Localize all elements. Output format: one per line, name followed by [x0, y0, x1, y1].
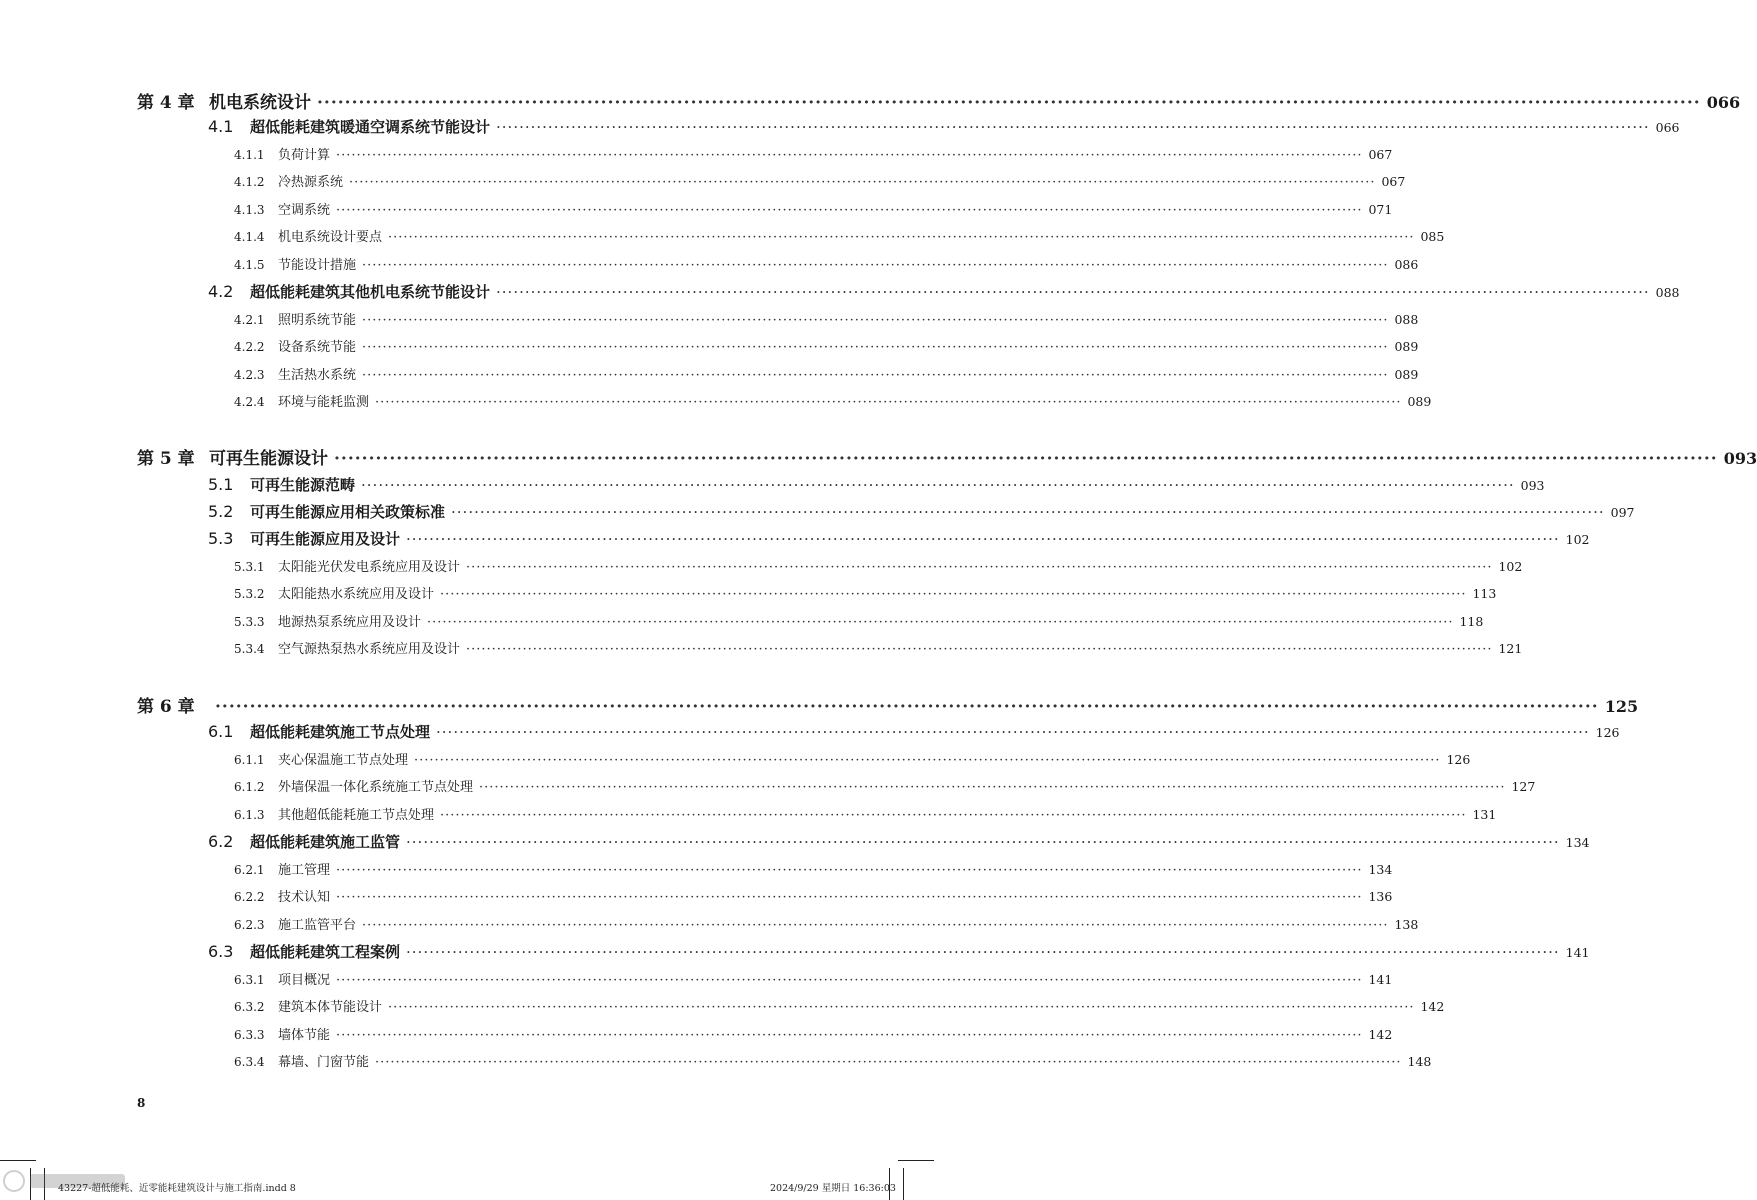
toc-number: 5.3 — [208, 529, 234, 548]
toc-leader-dots: ········································································································································································································ — [336, 203, 1363, 218]
toc-subsection-row — [234, 226, 1445, 246]
toc-chapter-row — [137, 88, 1741, 114]
crop-mark — [0, 1160, 36, 1161]
toc-leader-dots: ········································································································································································································ — [406, 530, 1560, 548]
toc-title: 项目概况 — [278, 973, 331, 988]
toc-chapter-row — [137, 444, 1757, 470]
toc-number: 5.1 — [208, 475, 234, 494]
toc-number: 4.1.4 — [234, 230, 265, 244]
toc-title: 冷热源系统 — [278, 175, 344, 190]
toc-title: 太阳能光伏发电系统应用及设计 — [278, 560, 461, 575]
toc-subsection-row — [234, 364, 1419, 384]
toc-title: 环境与能耗监测 — [278, 395, 370, 410]
toc-subsection-row — [234, 776, 1536, 796]
toc-subsection-row — [234, 886, 1393, 906]
toc-title: 超低能耗建筑工程案例 — [250, 943, 401, 961]
toc-number: 6.2.1 — [234, 863, 265, 877]
toc-subsection-row — [234, 1024, 1393, 1044]
toc-leader-dots: ········································································································································································································ — [334, 449, 1718, 469]
toc-number: 4.2.2 — [234, 340, 265, 354]
toc-number: 4.1.3 — [234, 203, 265, 217]
toc-page: 067 — [1368, 147, 1393, 162]
toc-title: 夹心保温施工节点处理 — [278, 753, 409, 768]
toc-title: 施工监管平台 — [278, 918, 357, 933]
toc-leader-dots: ········································································································································································································ — [427, 615, 1454, 630]
toc-number: 第 4 章 — [137, 93, 195, 113]
toc-number: 4.2.3 — [234, 368, 265, 382]
toc-number: 6.3.4 — [234, 1055, 265, 1069]
page-number: 8 — [137, 1096, 146, 1110]
toc-number: 6.2 — [208, 832, 234, 851]
toc-leader-dots: ········································································································································································································ — [362, 313, 1389, 328]
toc-title: 照明系统节能 — [278, 313, 357, 328]
toc-number: 5.3.2 — [234, 587, 265, 601]
toc-subsection-row — [234, 556, 1523, 576]
toc-leader-dots: ········································································································································································································ — [440, 587, 1467, 602]
toc-number: 4.1 — [208, 117, 234, 136]
toc-leader-dots: ········································································································································································································ — [388, 230, 1415, 245]
toc-page: 142 — [1368, 1027, 1393, 1042]
toc-title: 超低能耗建筑施工监管 — [250, 833, 401, 851]
toc-subsection-row — [234, 638, 1523, 658]
toc-number: 6.1.3 — [234, 808, 265, 822]
toc-page: 088 — [1394, 312, 1419, 327]
toc-number: 5.2 — [208, 502, 234, 521]
toc-number: 6.1.2 — [234, 780, 265, 794]
toc-page: 102 — [1565, 532, 1590, 547]
toc-page: 093 — [1520, 478, 1545, 493]
toc-subsection-row — [234, 611, 1484, 631]
toc-title: 可再生能源应用相关政策标准 — [250, 503, 446, 521]
toc-section-row — [208, 281, 1680, 303]
toc-number: 6.3.3 — [234, 1028, 265, 1042]
toc-page: 066 — [1655, 120, 1680, 135]
toc-title: 地源热泵系统应用及设计 — [278, 615, 422, 630]
toc-title: 可再生能源范畴 — [250, 476, 356, 494]
toc-title: 空气源热泵热水系统应用及设计 — [278, 642, 461, 657]
toc-title: 建筑本体节能设计 — [278, 1000, 383, 1015]
toc-title: 空调系统 — [278, 203, 331, 218]
toc-leader-dots: ········································································································································································································ — [496, 118, 1650, 136]
toc-page: 089 — [1407, 394, 1432, 409]
toc-title: 施工管理 — [278, 863, 331, 878]
toc-title: 超低能耗建筑施工节点处理 — [250, 723, 431, 741]
toc-subsection-row — [234, 254, 1419, 274]
toc-number: 6.3.1 — [234, 973, 265, 987]
toc-number: 第 6 章 — [137, 697, 195, 717]
toc-subsection-row — [234, 969, 1393, 989]
toc-title: 超低能耗建筑暖通空调系统节能设计 — [250, 118, 491, 136]
toc-page: 134 — [1565, 835, 1590, 850]
toc-leader-dots: ········································································································································································································ — [406, 833, 1560, 851]
toc-page: 134 — [1368, 862, 1393, 877]
crop-mark — [898, 1160, 934, 1161]
toc-leader-dots: ········································································································································································································ — [336, 1028, 1363, 1043]
toc-leader-dots: ········································································································································································································ — [375, 395, 1402, 410]
toc-title: 可再生能源应用及设计 — [250, 530, 401, 548]
toc-section-row — [208, 831, 1590, 853]
toc-subsection-row — [234, 583, 1497, 603]
toc-subsection-row — [234, 996, 1445, 1016]
toc-number: 第 5 章 — [137, 449, 195, 469]
toc-leader-dots: ········································································································································································································ — [479, 780, 1506, 795]
toc-leader-dots: ········································································································································································································ — [336, 890, 1363, 905]
toc-number: 6.2.3 — [234, 918, 265, 932]
toc-section-row — [208, 116, 1680, 138]
toc-leader-dots: ········································································································································································································ — [414, 753, 1441, 768]
toc-section-row — [208, 721, 1620, 743]
toc-page: 148 — [1407, 1054, 1432, 1069]
toc-leader-dots: ········································································································································································································ — [336, 148, 1363, 163]
toc-leader-dots: ········································································································································································································ — [215, 697, 1599, 717]
toc-page: 127 — [1511, 779, 1536, 794]
toc-subsection-row — [234, 1051, 1432, 1071]
print-timestamp: 2024/9/29 星期日 16:36:03 — [770, 1183, 896, 1194]
toc-number: 5.3.4 — [234, 642, 265, 656]
toc-section-row — [208, 501, 1635, 523]
toc-page: 126 — [1595, 725, 1620, 740]
toc-title: 设备系统节能 — [278, 340, 357, 355]
toc-leader-dots: ········································································································································································································ — [336, 863, 1363, 878]
toc-leader-dots: ········································································································································································································ — [466, 642, 1493, 657]
toc-page: 136 — [1368, 889, 1393, 904]
toc-number: 5.3.3 — [234, 615, 265, 629]
toc-title: 其他超低能耗施工节点处理 — [278, 808, 435, 823]
toc-page: 097 — [1610, 505, 1635, 520]
toc-leader-dots: ········································································································································································································ — [362, 918, 1389, 933]
toc-page: 126 — [1446, 752, 1471, 767]
indd-file-name: 43227-超低能耗、近零能耗建筑设计与施工指南.indd 8 — [58, 1183, 296, 1194]
toc-leader-dots: ········································································································································································································ — [317, 93, 1701, 113]
toc-leader-dots: ········································································································································································································ — [451, 503, 1605, 521]
toc-page: 141 — [1368, 972, 1393, 987]
toc-section-row — [208, 941, 1590, 963]
toc-chapter-row — [137, 692, 1639, 718]
toc-page: 089 — [1394, 339, 1419, 354]
toc-leader-dots: ········································································································································································································ — [361, 476, 1515, 494]
toc-number: 6.1.1 — [234, 753, 265, 767]
toc-page: 066 — [1706, 93, 1741, 112]
toc-title: 技术认知 — [278, 890, 331, 905]
toc-number: 6.1 — [208, 722, 234, 741]
toc-number: 4.2.4 — [234, 395, 265, 409]
toc-page: 131 — [1472, 807, 1497, 822]
toc-leader-dots: ········································································································································································································ — [375, 1055, 1402, 1070]
toc-leader-dots: ········································································································································································································ — [388, 1000, 1415, 1015]
toc-number: 6.2.2 — [234, 890, 265, 904]
toc-title: 负荷计算 — [278, 148, 331, 163]
toc-title: 太阳能热水系统应用及设计 — [278, 587, 435, 602]
toc-subsection-row — [234, 914, 1419, 934]
toc-page: 142 — [1420, 999, 1445, 1014]
toc-page: 085 — [1420, 229, 1445, 244]
crop-mark — [903, 1168, 904, 1200]
toc-number: 6.3.2 — [234, 1000, 265, 1014]
toc-subsection-row — [234, 144, 1393, 164]
toc-leader-dots: ········································································································································································································ — [406, 943, 1560, 961]
toc-number: 6.3 — [208, 942, 234, 961]
toc-section-row — [208, 528, 1590, 550]
toc-number: 4.1.1 — [234, 148, 265, 162]
toc-page: 102 — [1498, 559, 1523, 574]
toc-page: 071 — [1368, 202, 1393, 217]
toc-subsection-row — [234, 804, 1497, 824]
toc-leader-dots: ········································································································································································································ — [440, 808, 1467, 823]
toc-title: 幕墙、门窗节能 — [278, 1055, 370, 1070]
toc-title: 墙体节能 — [278, 1028, 331, 1043]
toc-page: 067 — [1381, 174, 1406, 189]
toc-number: 5.3.1 — [234, 560, 265, 574]
toc-title: 外墙保温一体化系统施工节点处理 — [278, 780, 474, 795]
toc-leader-dots: ········································································································································································································ — [349, 175, 1376, 190]
toc-subsection-row — [234, 171, 1406, 191]
toc-page: 093 — [1723, 449, 1757, 468]
toc-leader-dots: ········································································································································································································ — [466, 560, 1493, 575]
toc-page: 086 — [1394, 257, 1419, 272]
toc-leader-dots: ········································································································································································································ — [362, 368, 1389, 383]
toc-leader-dots: ········································································································································································································ — [362, 258, 1389, 273]
toc-number: 4.1.5 — [234, 258, 265, 272]
toc-title: 机电系统设计 — [209, 93, 311, 113]
toc-page: 141 — [1565, 945, 1590, 960]
toc-leader-dots: ········································································································································································································ — [436, 723, 1590, 741]
toc-page: 118 — [1459, 614, 1484, 629]
toc-page: 125 — [1604, 697, 1639, 716]
toc-subsection-row — [234, 199, 1393, 219]
toc-subsection-row — [234, 336, 1419, 356]
toc-page: 121 — [1498, 641, 1523, 656]
toc-leader-dots: ········································································································································································································ — [362, 340, 1389, 355]
toc-section-row — [208, 474, 1545, 496]
toc-title: 节能设计措施 — [278, 258, 357, 273]
toc-leader-dots: ········································································································································································································ — [496, 283, 1650, 301]
toc-page: 138 — [1394, 917, 1419, 932]
toc-title: 超低能耗建筑其他机电系统节能设计 — [250, 283, 491, 301]
toc-subsection-row — [234, 309, 1419, 329]
toc-page: 113 — [1472, 586, 1497, 601]
toc-number: 4.2 — [208, 282, 234, 301]
toc-subsection-row — [234, 391, 1432, 411]
toc-title: 机电系统设计要点 — [278, 230, 383, 245]
toc-leader-dots: ········································································································································································································ — [336, 973, 1363, 988]
toc-page: 088 — [1655, 285, 1680, 300]
toc-title: 生活热水系统 — [278, 368, 357, 383]
toc-subsection-row — [234, 749, 1471, 769]
toc-title: 可再生能源设计 — [209, 449, 328, 469]
toc-page: 089 — [1394, 367, 1419, 382]
toc-number: 4.2.1 — [234, 313, 265, 327]
toc-subsection-row — [234, 859, 1393, 879]
toc-number: 4.1.2 — [234, 175, 265, 189]
